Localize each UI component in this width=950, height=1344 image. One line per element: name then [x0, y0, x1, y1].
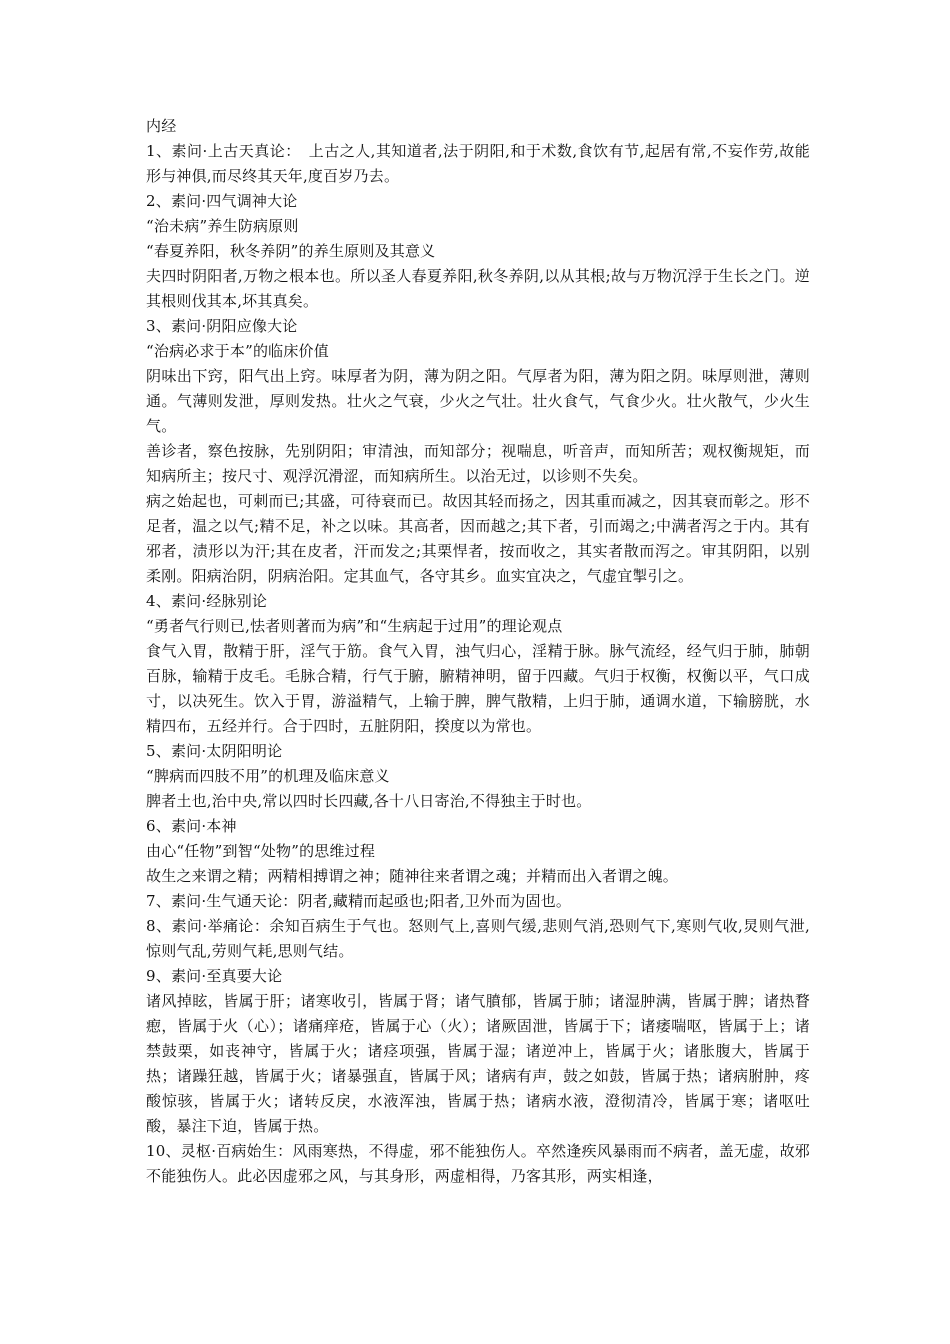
paragraph: 病之始起也，可刺而已;其盛，可待衰而已。故因其轻而扬之，因其重而减之，因其衰而彰之。形不足者，温之以气;精不足，补之以味。其高者，因而越之;其下者，引而竭之;中满者泻之于内。其有邪者，渍形以为汗;其在皮者，汗而发之;其栗悍者，按而收之，其实者散而泻之。审其阴阳，以别柔刚。阳病治阴，阴病治阳。定其血气，各守其乡。血实宜决之，气虚宜掣引之。 — [146, 492, 810, 585]
section-heading: 5、素问·太阴阳明论 — [146, 742, 283, 760]
paragraph: 食气入胃，散精于肝，淫气于筋。食气入胃，浊气归心，淫精于脉。脉气流经，经气归于肺，肺朝百脉，输精于皮毛。毛脉合精，行气于腑，腑精神明，留于四藏。气归于权衡，权衡以平，气口成寸，以决死生。饮入于胃，游溢精气，上输于脾，脾气散精，上归于肺，通调水道，下输膀胱，水精四布，五经并行。合于四时，五脏阴阳，揆度以为常也。 — [146, 642, 810, 735]
subheading: 由心“任物”到智“处物”的思维过程 — [146, 842, 376, 860]
paragraph: 阴味出下窍，阳气出上窍。味厚者为阴，薄为阴之阳。气厚者为阳，薄为阳之阴。味厚则泄，薄则通。气薄则发泄，厚则发热。壮火之气衰，少火之气壮。壮火食气，气食少火。壮火散气，少火生气。 — [146, 367, 810, 435]
paragraph: 1、素问·上古天真论： 上古之人,其知道者,法于阴阳,和于术数,食饮有节,起居有常,不妄作劳,故能形与神俱,而尽终其天年,度百岁乃去。 — [146, 142, 810, 185]
subheading: “勇者气行则已,怯者则著而为病”和“生病起于过用”的理论观点 — [146, 617, 563, 635]
document-body — [146, 114, 810, 1189]
section-heading: 8、素问·举痛论：余知百病生于气也。怒则气上,喜则气缓,悲则气消,恐则气下,寒则气收,炅则气泄,惊则气乱,劳则气耗,思则气结。 — [146, 917, 810, 960]
document-title: 内经 — [146, 117, 177, 135]
section-heading: 7、素问·生气通天论：阴者,藏精而起亟也;阳者,卫外而为固也。 — [146, 892, 572, 910]
paragraph: 脾者土也,治中央,常以四时长四藏,各十八日寄治,不得独主于时也。 — [146, 792, 592, 810]
paragraph: 10、灵枢·百病始生：风雨寒热，不得虚，邪不能独伤人。卒然逢疾风暴雨而不病者，盖无虚，故邪不能独伤人。此必因虚邪之风，与其身形，两虚相得，乃客其形，两实相逢， — [146, 1142, 810, 1185]
subheading: “春夏养阳，秋冬养阴”的养生原则及其意义 — [146, 242, 436, 260]
subheading: “脾病而四肢不用”的机理及临床意义 — [146, 767, 390, 785]
section-heading: 3、素问·阴阳应像大论 — [146, 317, 298, 335]
paragraph: 夫四时阴阳者,万物之根本也。所以圣人春夏养阳,秋冬养阴,以从其根;故与万物沉浮于生长之门。逆其根则伐其本,坏其真矣。 — [146, 267, 810, 310]
section-heading: 6、素问·本神 — [146, 817, 237, 835]
paragraph: 善诊者，察色按脉，先别阴阳；审清浊，而知部分；视喘息，听音声，而知所苦；观权衡规矩，而知病所主；按尺寸、观浮沉滑涩，而知病所生。以治无过，以诊则不失矣。 — [146, 442, 810, 485]
paragraph: 诸风掉眩，皆属于肝；诸寒收引，皆属于肾；诸气膹郁，皆属于肺；诸湿肿满，皆属于脾；诸热瞀瘛，皆属于火（心）；诸痛痒疮，皆属于心（火）；诸厥固泄，皆属于下；诸痿喘呕，皆属于上；诸禁鼓栗，如丧神守，皆属于火；诸痉项强，皆属于湿；诸逆冲上，皆属于火；诸胀腹大，皆属于热；诸躁狂越，皆属于火；诸暴强直，皆属于风；诸病有声，鼓之如鼓，皆属于热；诸病胕肿，疼酸惊骇，皆属于火；诸转反戾，水液浑浊，皆属于热；诸病水液，澄彻清冷，皆属于寒；诸呕吐酸，暴注下迫，皆属于热。 — [146, 992, 810, 1135]
subheading: “治未病”养生防病原则 — [146, 217, 299, 235]
subheading: “治病必求于本”的临床价值 — [146, 342, 329, 360]
section-heading: 4、素问·经脉别论 — [146, 592, 268, 610]
section-heading: 2、素问·四气调神大论 — [146, 192, 298, 210]
paragraph: 故生之来谓之精；两精相搏谓之神；随神往来者谓之魂；并精而出入者谓之魄。 — [146, 867, 679, 885]
section-heading: 9、素问·至真要大论 — [146, 967, 283, 985]
